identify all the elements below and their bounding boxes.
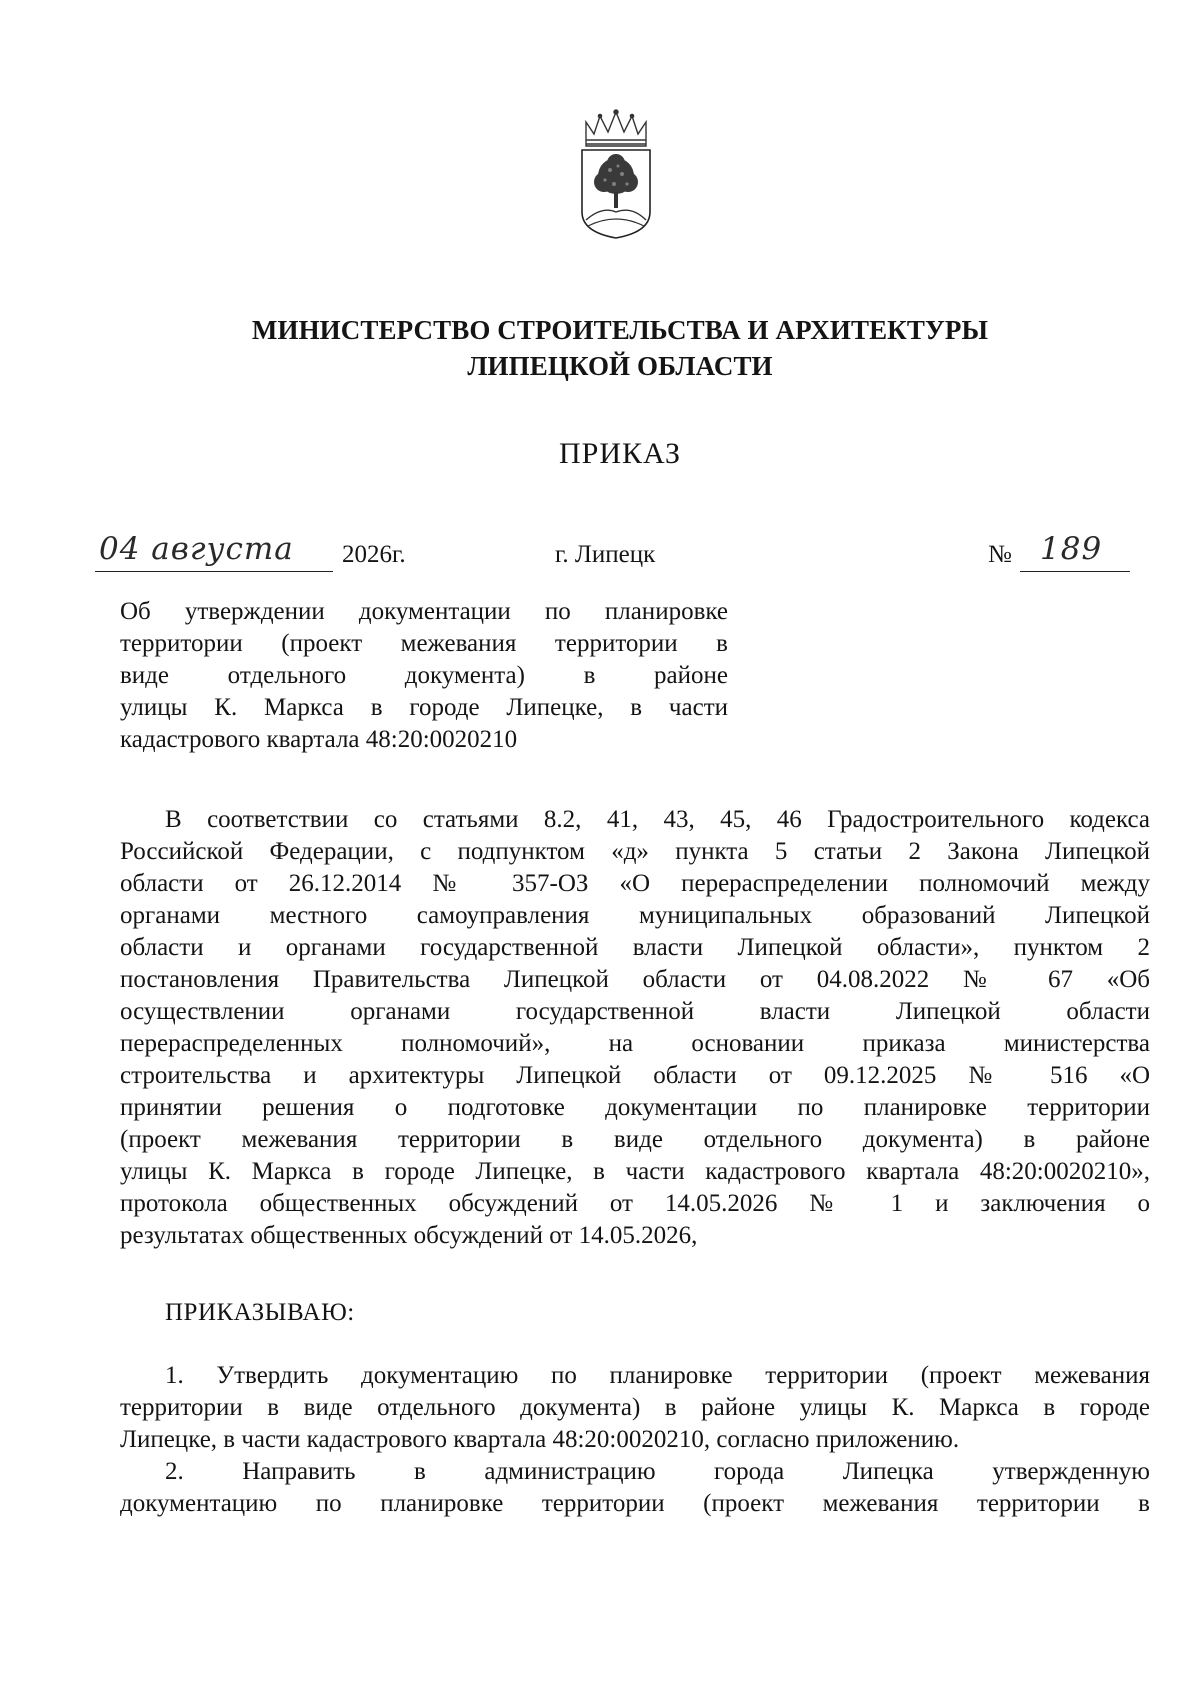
organization-line-2: ЛИПЕЦКОЙ ОБЛАСТИ (467, 351, 773, 381)
document-subject (120, 596, 728, 756)
preamble-line: осуществлении органами государственной власти Липецкой области (120, 998, 1150, 1025)
preamble-line: принятии решения о подготовке документации по планировке территории (120, 1094, 1150, 1121)
subject-line: улицы К. Маркса в городе Липецке, в части (120, 694, 728, 721)
date-line (95, 527, 1135, 587)
preamble-line: области от 26.12.2014 № 357-ОЗ «О перераспределении полномочий между (120, 870, 1150, 897)
preamble-line: перераспределенных полномочий», на основании приказа министерства (120, 1030, 1150, 1057)
point-2-line: 2. Направить в администрацию города Липецка утвержденную (165, 1458, 1150, 1485)
subject-line: кадастрового квартала 48:20:0020210 (120, 726, 518, 753)
point-2-line: документацию по планировке территории (проект межевания территории в (120, 1490, 1150, 1517)
number-sign: № (988, 541, 1012, 568)
number-underline (1020, 571, 1130, 572)
organization-line-1: МИНИСТЕРСТВО СТРОИТЕЛЬСТВА И АРХИТЕКТУРЫ (251, 315, 989, 345)
order-word: ПРИКАЗЫВАЮ: (165, 1299, 355, 1326)
point-1-line: территории в виде отдельного документа) в районе улицы К. Маркса в городе (120, 1394, 1150, 1421)
preamble-paragraph (120, 804, 1150, 1252)
order-point-1 (120, 1360, 1150, 1456)
handwritten-date: 04 августа (99, 531, 294, 567)
document-type: ПРИКАЗ (559, 437, 681, 470)
preamble-line: (проект межевания территории в виде отдельного документа) в районе (120, 1126, 1150, 1153)
organization-name (0, 312, 1200, 384)
subject-line: территории (проект межевания территории в (120, 630, 728, 657)
preamble-line: области и органами государственной власти Липецкой области», пунктом 2 (120, 934, 1150, 961)
preamble-line: результатах общественных обсуждений от 14.05.2026, (120, 1222, 698, 1249)
preamble-line: строительства и архитектуры Липецкой области от 09.12.2025 № 516 «О (120, 1062, 1150, 1089)
handwritten-number: 189 (1040, 531, 1103, 567)
subject-line: виде отдельного документа) в районе (120, 662, 728, 689)
city: г. Липецк (555, 541, 656, 568)
coat-of-arms-icon (578, 108, 654, 240)
preamble-line: В соответствии со статьями 8.2, 41, 43, 45, 46 Градостроительного кодекса (165, 806, 1150, 833)
point-1-line: 1. Утвердить документацию по планировке территории (проект межевания (165, 1362, 1150, 1389)
date-year: 2026г. (342, 541, 406, 568)
subject-line: Об утверждении документации по планировке (120, 598, 728, 625)
preamble-line: Российской Федерации, с подпунктом «д» пункта 5 статьи 2 Закона Липецкой (120, 838, 1150, 865)
preamble-line: улицы К. Маркса в городе Липецке, в части кадастрового квартала 48:20:0020210», (120, 1158, 1150, 1185)
preamble-line: органами местного самоуправления муниципальных образований Липецкой (120, 902, 1150, 929)
preamble-line: постановления Правительства Липецкой области от 04.08.2022 № 67 «Об (120, 966, 1150, 993)
preamble-line: протокола общественных обсуждений от 14.05.2026 № 1 и заключения о (120, 1190, 1150, 1217)
point-1-line: Липецке, в части кадастрового квартала 48:20:0020210, согласно приложению. (120, 1426, 960, 1453)
order-point-2 (120, 1456, 1150, 1520)
date-underline (95, 571, 333, 572)
